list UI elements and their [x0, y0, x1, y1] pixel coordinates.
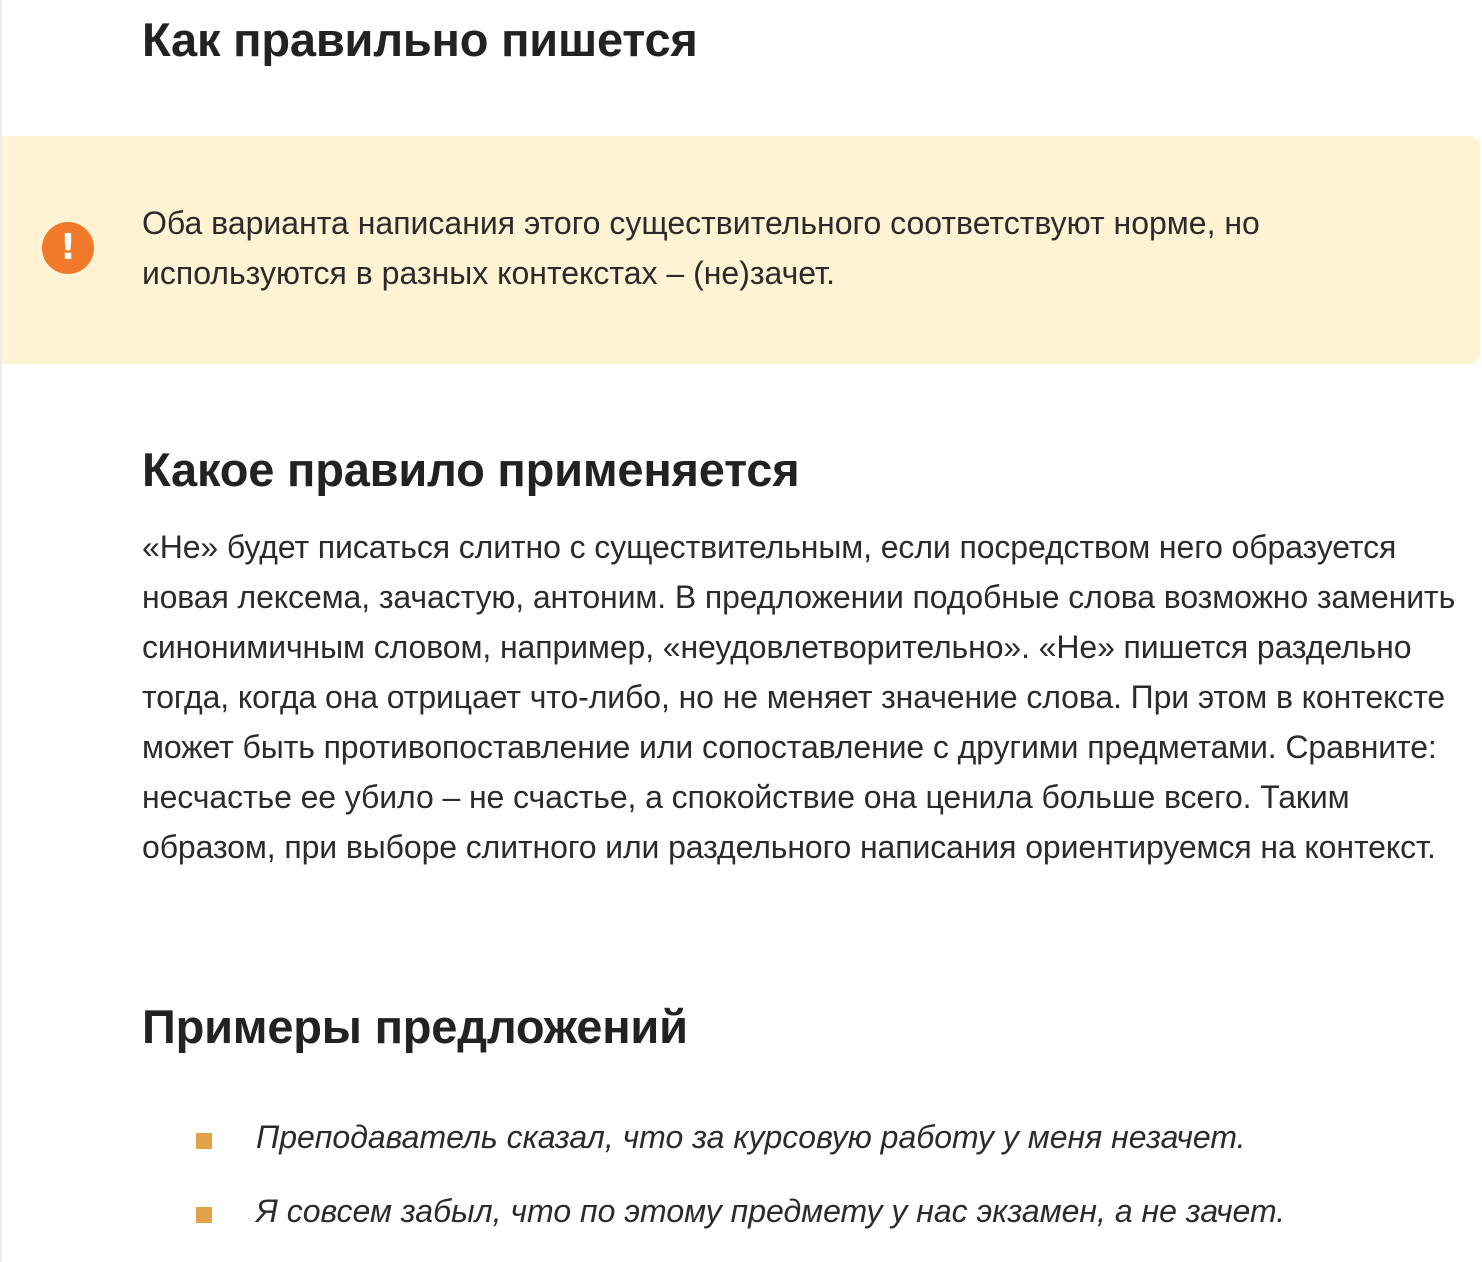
example-sentence: Я совсем забыл, что по этому предмету у нас экзамен, а не зачет. [256, 1193, 1286, 1229]
square-bullet-icon [196, 1207, 212, 1223]
exclamation-icon: ! [42, 222, 94, 274]
heading-how-correct: Как правильно пишется [142, 13, 698, 66]
example-sentence: Преподаватель сказал, что за курсовую работу у меня незачет. [256, 1119, 1246, 1155]
square-bullet-icon [196, 1133, 212, 1149]
list-item [196, 1112, 1285, 1186]
notice-text: Оба варианта написания этого существительного соответствуют норме, но используются в разных контекстах – (не)зачет. [142, 205, 1260, 291]
rule-paragraph: «Не» будет писаться слитно с существительным, если посредством него образуется новая лексема, зачастую, антоним. В предложении подобные слова возможно заменить синонимичным словом, например, «неудовлетворительно». «Не» пишется раздельно тогда, когда она отрицает что-либо, но не меняет значение слова. При этом в контексте может быть противопоставление или сопоставление с другими предметами. Сравните: несчастье ее убило – не счастье, а спокойствие она ценила больше всего. Таким образом, при выборе слитного или раздельного написания ориентируемся на контекст. [142, 529, 1456, 865]
notice-box [2, 136, 1480, 364]
examples-list [196, 1112, 1285, 1260]
list-item [196, 1186, 1285, 1260]
heading-examples: Примеры предложений [142, 1000, 688, 1053]
heading-which-rule: Какое правило применяется [142, 443, 800, 496]
